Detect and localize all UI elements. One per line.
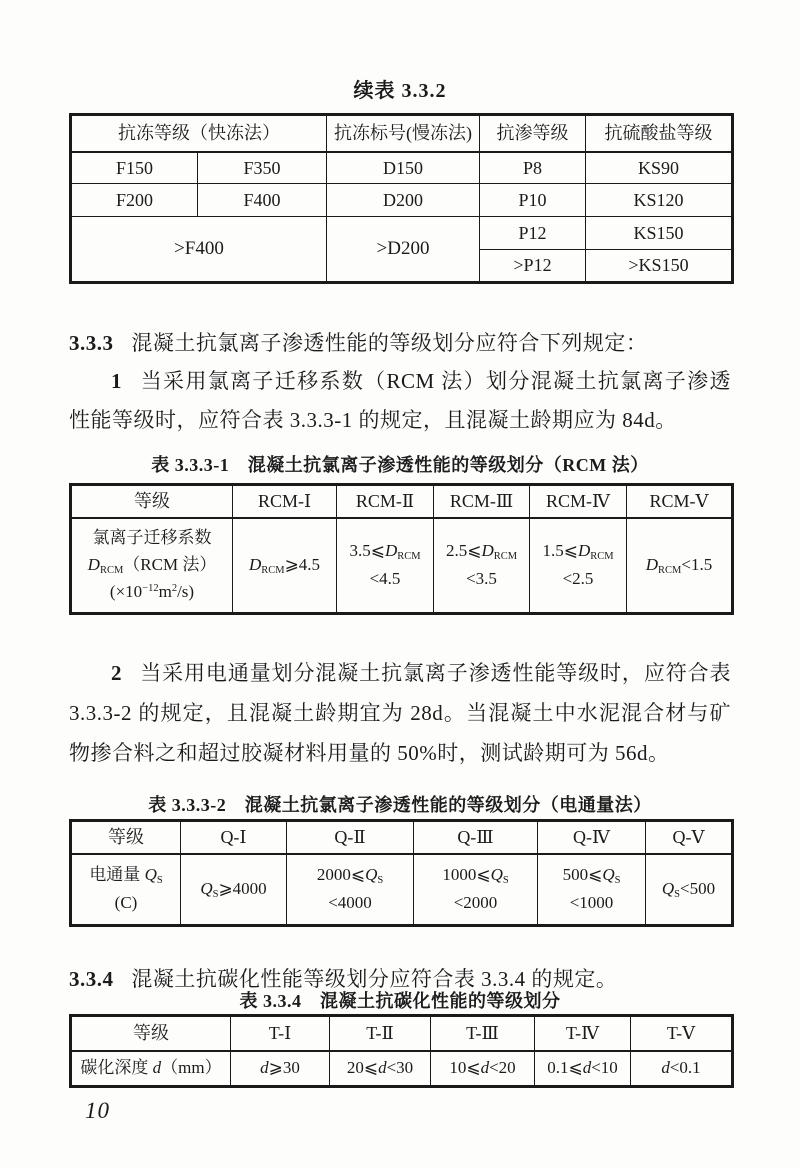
table-cell: d<0.1 [631,1051,733,1087]
table-header-row [71,485,733,518]
column-header-q1: Q-Ⅰ [181,821,287,854]
table-row [71,152,733,184]
table-cell: $3.5⩽D_{RCM}$ <4.5 [337,518,434,614]
row-label-carbonation-depth: 碳化深度 d（mm） [71,1051,231,1087]
table-header-row [71,821,733,854]
column-header-grade: 等级 [71,821,181,854]
table-cell: P8 [480,152,586,184]
table-cell: F350 [198,152,327,184]
item-text: 当采用电通量划分混凝土抗氯离子渗透性能等级时，应符合表 3.3.3-2 的规定，且混凝土龄期宜为 28d。当混凝土中水泥混合材与矿物掺合料之和超过胶凝材料用量的 50%时，测试龄期可为 56d。 [69,661,731,765]
table-cell: 20⩽d<30 [330,1051,431,1087]
table-3-3-2-continued [69,113,734,284]
item-text: 当采用氯离子迁移系数（RCM 法）划分混凝土抗氯离子渗透性能等级时，应符合表 3.3.3-1 的规定，且混凝土龄期应为 84d。 [69,369,731,432]
column-header-frost-mark: 抗冻标号(慢冻法) [327,115,480,152]
table-cell: P10 [480,184,586,217]
table-cell: $1.5⩽D_{RCM}$ <2.5 [530,518,627,614]
table-cell: >F400 [71,217,327,283]
table-3-3-4-caption: 表 3.3.4 混凝土抗碳化性能的等级划分 [239,991,561,1011]
table-header-row [71,1016,733,1051]
table-cell: KS90 [586,152,733,184]
table-cell: D200 [327,184,480,217]
column-header-q5: Q-Ⅴ [646,821,733,854]
table-cell: $D_{RCM}⩾4.5$ [233,518,337,614]
table-cell: KS150 [586,217,733,250]
column-header-t2: T-Ⅱ [330,1016,431,1051]
table-3-3-4 [69,1014,734,1088]
table-cell: F200 [71,184,198,217]
table-cell: $1000⩽Q_S$ <2000 [414,854,538,926]
column-header-rcm4: RCM-Ⅳ [530,485,627,518]
clause-3-3-3-item-1 [69,362,731,440]
clause-3-3-3-item-2 [69,653,731,773]
table-cell: 0.1⩽d<10 [535,1051,631,1087]
column-header-frost-grade: 抗冻等级（快冻法） [71,115,327,152]
clause-text: 混凝土抗氯离子渗透性能的等级划分应符合下列规定： [131,331,648,355]
column-header-rcm5: RCM-Ⅴ [627,485,733,518]
column-header-q2: Q-Ⅱ [287,821,414,854]
table-row [71,1051,733,1087]
table-row [71,854,733,926]
table-cell: $Q_S⩾4000$ [181,854,287,926]
table-cell: KS120 [586,184,733,217]
table-cell: F400 [198,184,327,217]
column-header-grade: 等级 [71,485,233,518]
table-cell: >D200 [327,217,480,283]
column-header-rcm2: RCM-Ⅱ [337,485,434,518]
table-cell: P12 [480,217,586,250]
item-number: 1 [111,369,122,393]
column-header-rcm3: RCM-Ⅲ [434,485,530,518]
item-number: 2 [111,661,122,685]
table-cell: $2000⩽Q_S$ <4000 [287,854,414,926]
column-header-t4: T-Ⅳ [535,1016,631,1051]
table-3-3-3-2-caption: 表 3.3.3-2 混凝土抗氯离子渗透性能的等级划分（电通量法） [148,795,652,815]
table-header-row [71,115,733,152]
page-number: 10 [85,1098,110,1123]
table-row [71,518,733,614]
column-header-t3: T-Ⅲ [431,1016,535,1051]
clause-number: 3.3.3 [69,331,114,355]
table-cell: d⩾30 [231,1051,330,1087]
clause-3-3-3-heading [69,324,731,363]
row-label-chloride-migration: 氯离子迁移系数 $D_{RCM}(RCM$ 法） $(\times 10^{-12}m^2/s)$ [71,518,233,614]
table-cell: $Q_S<500$ [646,854,733,926]
row-label-electric-flux: 电通量 $Q_S$ (C) [71,854,181,926]
column-header-impermeability: 抗渗等级 [480,115,586,152]
column-header-rcm1: RCM-Ⅰ [233,485,337,518]
table-cell: $500⩽Q_S$ <1000 [538,854,646,926]
column-header-t5: T-Ⅴ [631,1016,733,1051]
table-row [71,184,733,217]
column-header-q4: Q-Ⅳ [538,821,646,854]
column-header-q3: Q-Ⅲ [414,821,538,854]
continued-table-title: 续表 3.3.2 [353,80,447,102]
table-3-3-3-2 [69,819,734,927]
clause-number: 3.3.4 [69,967,114,991]
column-header-sulfate: 抗硫酸盐等级 [586,115,733,152]
table-cell: 10⩽d<20 [431,1051,535,1087]
table-row [71,217,733,250]
table-cell: $D_{RCM}<1.5$ [627,518,733,614]
column-header-t1: T-Ⅰ [231,1016,330,1051]
table-cell: $2.5⩽D_{RCM}$ <3.5 [434,518,530,614]
table-cell: F150 [71,152,198,184]
column-header-grade: 等级 [71,1016,231,1051]
table-cell: >P12 [480,250,586,283]
table-cell: >KS150 [586,250,733,283]
clause-text: 混凝土抗碳化性能等级划分应符合表 3.3.4 的规定。 [131,967,618,991]
table-3-3-3-1 [69,483,734,615]
table-3-3-3-1-caption: 表 3.3.3-1 混凝土抗氯离子渗透性能的等级划分（RCM 法） [151,455,649,475]
table-cell: D150 [327,152,480,184]
